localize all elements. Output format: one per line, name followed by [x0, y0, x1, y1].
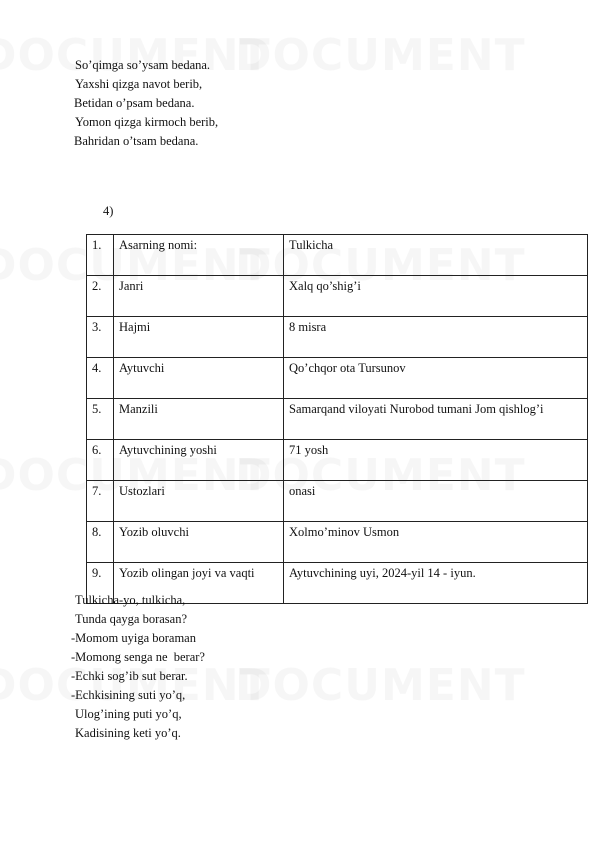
- table-row: [87, 399, 588, 440]
- poem-line: Bahridan o’tsam bedana.: [74, 134, 199, 148]
- row-label: Janri: [114, 276, 284, 317]
- row-value: Xalq qo’shig’i: [284, 276, 588, 317]
- watermark-text: [235, 30, 526, 81]
- info-table: [86, 234, 588, 604]
- poem-line: So’qimga so’ysam bedana.: [75, 58, 211, 72]
- poem-line: Betidan o’psam bedana.: [74, 96, 195, 110]
- row-label: Manzili: [114, 399, 284, 440]
- row-value: 71 yosh: [284, 440, 588, 481]
- row-number: 4.: [87, 358, 114, 399]
- row-value: Samarqand viloyati Nurobod tumani Jom qishlog’i: [284, 399, 588, 440]
- table-row: [87, 481, 588, 522]
- table-row: [87, 235, 588, 276]
- poem-line: Yaxshi qizga navot berib,: [75, 77, 203, 91]
- row-value: Qo’chqor ota Tursunov: [284, 358, 588, 399]
- table-row: [87, 522, 588, 563]
- table-row: [87, 317, 588, 358]
- row-label: Hajmi: [114, 317, 284, 358]
- row-number: 7.: [87, 481, 114, 522]
- table-row: [87, 440, 588, 481]
- section-number: 4): [103, 204, 114, 218]
- watermark-text: [0, 30, 271, 81]
- row-value: Aytuvchining uyi, 2024-yil 14 - iyun.: [284, 563, 588, 604]
- row-label: Yozib olingan joyi va vaqti: [114, 563, 284, 604]
- table-row: [87, 358, 588, 399]
- row-value: Xolmo’minov Usmon: [284, 522, 588, 563]
- poem-line: Kadisining keti yo’q.: [75, 726, 181, 740]
- poem-line: Tulkicha-yo, tulkicha,: [75, 593, 186, 607]
- table-row: [87, 276, 588, 317]
- watermark-text: [235, 660, 526, 711]
- row-number: 9.: [87, 563, 114, 604]
- row-number: 1.: [87, 235, 114, 276]
- poem-line: -Momong senga ne berar?: [71, 650, 205, 664]
- poem-line: -Echkisining suti yo’q,: [71, 688, 186, 702]
- row-number: 6.: [87, 440, 114, 481]
- row-number: 5.: [87, 399, 114, 440]
- row-label: Asarning nomi:: [114, 235, 284, 276]
- row-number: 2.: [87, 276, 114, 317]
- row-label: Yozib oluvchi: [114, 522, 284, 563]
- row-number: 8.: [87, 522, 114, 563]
- row-value: Tulkicha: [284, 235, 588, 276]
- poem-line: Yomon qizga kirmoch berib,: [75, 115, 219, 129]
- row-number: 3.: [87, 317, 114, 358]
- poem-line: -Momom uyiga boraman: [71, 631, 196, 645]
- row-label: Aytuvchi: [114, 358, 284, 399]
- row-label: Ustozlari: [114, 481, 284, 522]
- row-value: 8 misra: [284, 317, 588, 358]
- poem-line: -Echki sog’ib sut berar.: [71, 669, 188, 683]
- row-value: onasi: [284, 481, 588, 522]
- poem-line: Tunda qayga borasan?: [75, 612, 188, 626]
- row-label: Aytuvchining yoshi: [114, 440, 284, 481]
- poem-line: Ulog’ining puti yo’q,: [75, 707, 182, 721]
